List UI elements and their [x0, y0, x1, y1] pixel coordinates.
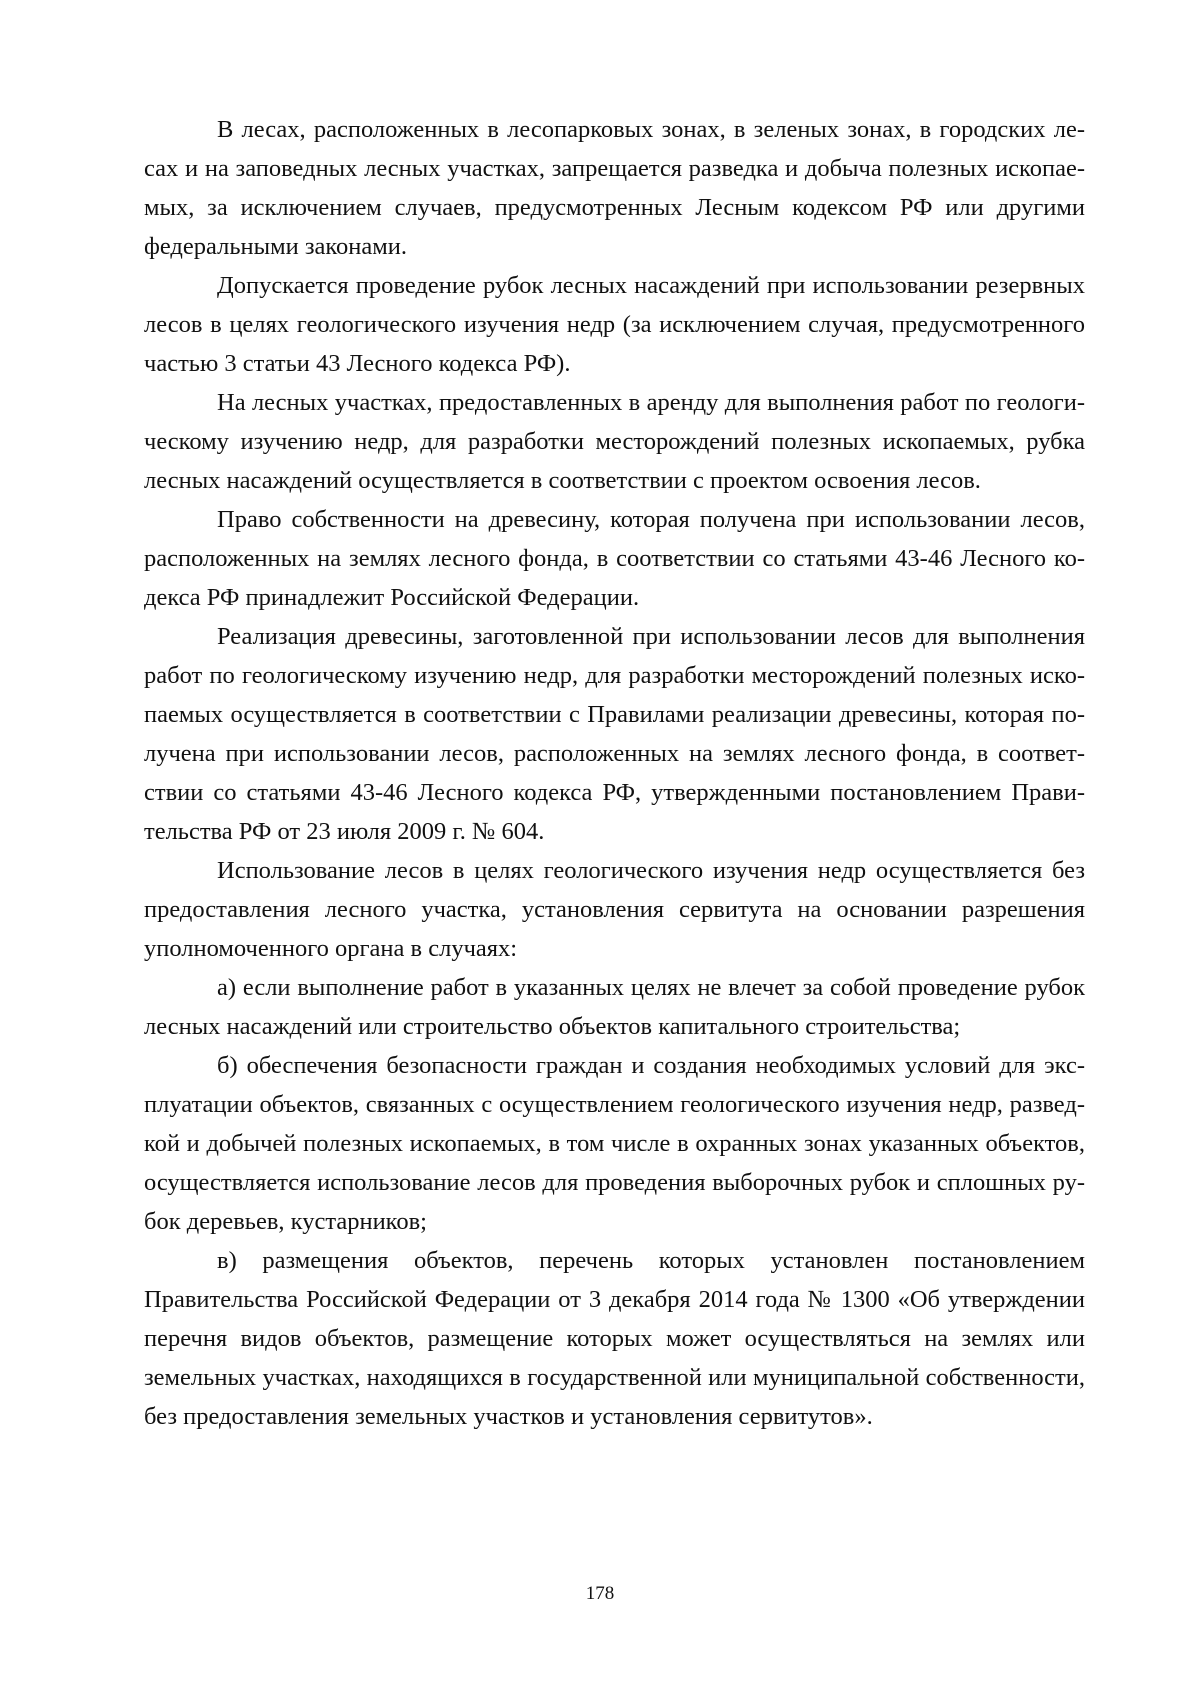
page-number: 178	[585, 1583, 615, 1604]
paragraph-4: Право собственности на древесину, которая получена при использовании лесов, расположенных на землях лесного фонда, в соответствии со статьями 43-46 Лесного кодекса РФ принадлежит Российской Федерации.	[144, 506, 1085, 611]
paragraph-5: Реализация древесины, заготовленной при использовании лесов для выполнения работ по геологическому изучению недр, для разработки месторождений полезных ископаемых осуществляется в соответствии с Правилами реализации древесины, которая получена при использовании лесов, расположенных на землях лесного фонда, в соответствии со статьями 43-46 Лесного кодекса РФ, утвержденными постановлением Правительства РФ от 23 июля 2009 г. № 604.	[144, 623, 1085, 845]
list-item-c: в) размещения объектов, перечень которых установлен постановлением Правительства Российской Федерации от 3 декабря 2014 года № 1300 «Об утверждении перечня видов объектов, размещение которых может осуществляться на землях или земельных участках, находящихся в государственной или муниципальной собственности, без предоставления земельных участков и установления сервитутов».	[144, 1247, 1085, 1430]
paragraph-1: В лесах, расположенных в лесопарковых зонах, в зеленых зонах, в городских лесах и на заповедных лесных участках, запрещается разведка и добыча полезных ископаемых, за исключением случаев, предусмотренных Лесным кодексом РФ или другими федеральными законами.	[144, 116, 1085, 260]
list-item-a: а) если выполнение работ в указанных целях не влечет за собой проведение рубок лесных насаждений или строительство объектов капитального строительства;	[144, 974, 1085, 1040]
paragraph-3: На лесных участках, предоставленных в аренду для выполнения работ по геологическому изучению недр, для разработки месторождений полезных ископаемых, рубка лесных насаждений осуществляется в соответствии с проектом освоения лесов.	[144, 389, 1085, 494]
paragraph-6: Использование лесов в целях геологического изучения недр осуществляется без предоставления лесного участка, установления сервитута на основании разрешения уполномоченного органа в случаях:	[144, 857, 1085, 962]
list-item-b: б) обеспечения безопасности граждан и создания необходимых условий для эксплуатации объектов, связанных с осуществлением геологического изучения недр, разведкой и добычей полезных ископаемых, в том числе в охранных зонах указанных объектов, осуществляется использование лесов для проведения выборочных рубок и сплошных рубок деревьев, кустарников;	[144, 1052, 1085, 1235]
body-text	[144, 110, 1085, 1436]
paragraph-2: Допускается проведение рубок лесных насаждений при использовании резервных лесов в целях геологического изучения недр (за исключением случая, предусмотренного частью 3 статьи 43 Лесного кодекса РФ).	[144, 272, 1085, 377]
